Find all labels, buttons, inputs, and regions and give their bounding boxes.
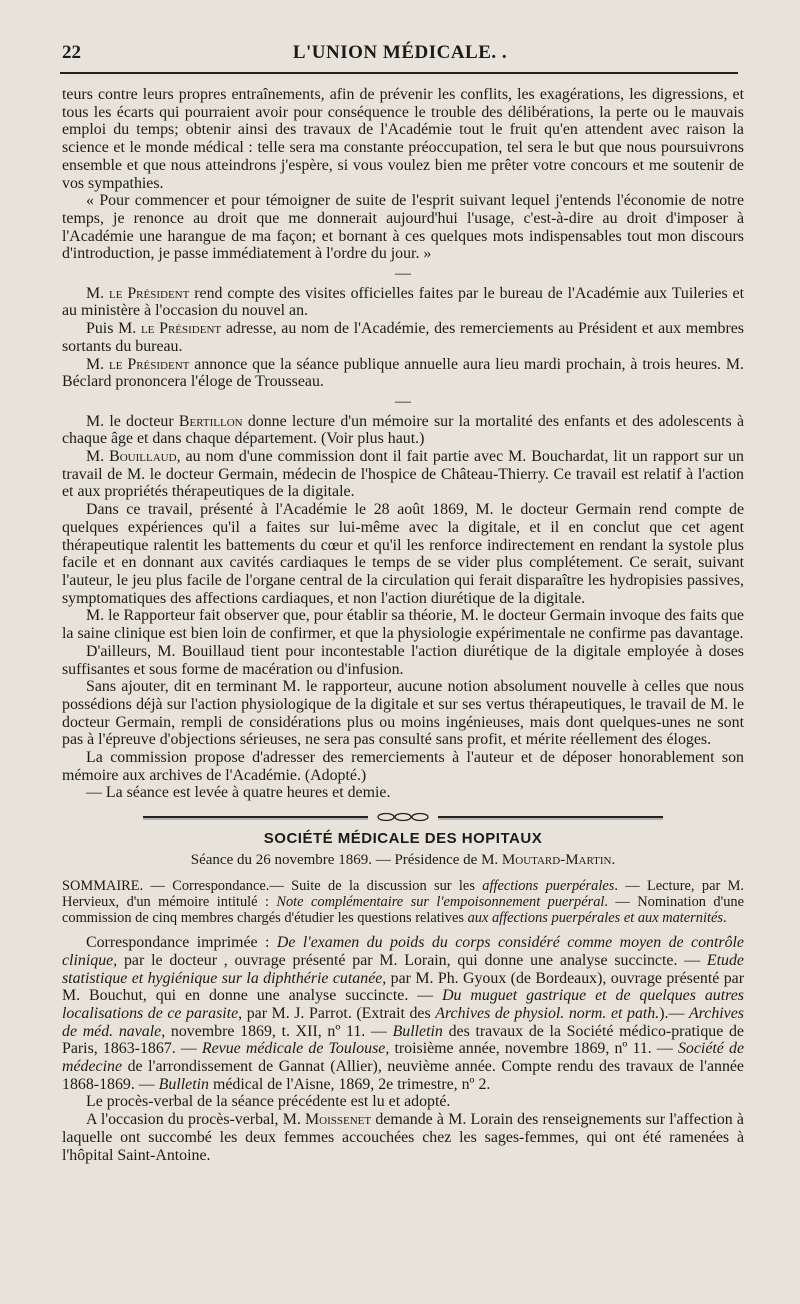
text-span: demande à M. Lorain des renseignements sur l'affection à laquelle ont succombé les deux femmes accouchées chez les sages-femmes, qui ont été ramenées à l'hôpital Saint-Antoine.	[62, 1111, 744, 1164]
speaker-name: Bertillon	[178, 412, 243, 430]
text-span: .	[611, 851, 616, 868]
text-span: . — Correspondance.— Suite de la discussion sur les	[139, 877, 483, 894]
minutes-paragraph: Le procès-verbal de la séance précédente est lu et adopté.	[86, 1093, 451, 1111]
paragraph-3	[62, 285, 744, 320]
text-span: , au nom d'une commission dont il fait partie avec M. Bouchardat, lit un rapport sur un travail de M. le docteur Germain, médecin de l'hospice de Château-Thierry. Ce travail est relatif à l'action et aux propriétés thérapeutiques de la digitale.	[62, 448, 745, 501]
page-header	[62, 40, 738, 70]
section-title: SOCIÉTÉ MÉDICALE DES HOPITAUX	[263, 830, 543, 848]
text-span: Etude statistique et hygiénique sur la diphthérie cutanée	[62, 951, 744, 987]
text-span: .	[722, 909, 727, 926]
text-span: Bulletin	[392, 1022, 443, 1040]
paragraph-9: M. le Rapporteur fait observer que, pour établir sa théorie, M. le docteur Germain invoque des faits que la saine clinique est bien loin de confirmer, et que la physiologie expérimentale ne confirme pas davantage.	[62, 607, 744, 643]
text-span: Du muguet gastrique et de quelques autres localisations de ce parasite	[62, 987, 744, 1022]
text-span: Correspondance imprimée :	[86, 934, 277, 952]
speaker-name: Moissenet	[305, 1111, 372, 1129]
paragraph-10: D'ailleurs, M. Bouillaud tient pour incontestable l'action diurétique de la digitale employée à doses suffisantes et sous forme de macération ou d'infusion.	[62, 642, 744, 678]
ornamental-divider-icon	[143, 812, 663, 822]
text-span: annonce que la séance publique annuelle aura lieu mardi prochain, à trois heures. M. Béclard prononcera l'éloge de Trousseau.	[62, 355, 744, 391]
paragraph-7	[62, 448, 744, 501]
article-body	[62, 86, 744, 1164]
text-span: , troisième année, novembre 1869, nº 11. —	[385, 1040, 678, 1058]
text-span: médical de l'Aisne, 1869, 2e trimestre, nº 2.	[208, 1075, 491, 1093]
text-span: Société de médecine	[62, 1040, 744, 1076]
text-span: ).—	[659, 1004, 689, 1022]
text-span: , novembre 1869, t. XII, nº 11. —	[161, 1022, 393, 1040]
text-span: De l'examen du poids du corps considéré comme moyen de contrôle clinique,	[62, 934, 744, 969]
text-span: , par M. Ph. Gyoux (de Bordeaux), ouvrage présenté par M. Bouchut, qui en donne une analyse succincte. —	[62, 969, 744, 1005]
moissenet-paragraph	[62, 1111, 744, 1164]
text-span: Archives de méd. navale	[62, 1004, 744, 1040]
text-span: Revue médicale de Toulouse	[201, 1040, 386, 1058]
text-span: de l'arrondissement de Gannat (Allier), neuvième année. Compte rendu des travaux de l'année 1868-1869. —	[62, 1058, 744, 1093]
running-title: L'UNION MÉDICALE. .	[292, 42, 508, 63]
text-span: M.	[86, 448, 110, 466]
text-span: adresse, au nom de l'Académie, des remerciements au Président et aux membres sortants du bureau.	[62, 320, 744, 355]
paragraph-12: La commission propose d'adresser des remerciements à l'auteur et de déposer honorablement son mémoire aux archives de l'Académie. (Adopté.)	[62, 749, 744, 784]
paragraph-11: Sans ajouter, dit en terminant M. le rapporteur, aucune notion absolument nouvelle à celles que nous possédions déjà sur l'action physiologique de la digitale et sur ses vertus thérapeutiques, le travail de M. le docteur Germain, rempli de considérations plus ou moins ingénieuses, mais dont quelques-unes ne sont pas à l'épreuve d'objections sérieuses, ne sera pas consulté sans profit, et mérite réellement des éloges.	[62, 678, 744, 749]
section-body	[62, 878, 744, 927]
speaker-name: Bouillaud	[109, 448, 177, 466]
separator-1: —	[395, 265, 411, 283]
speaker-name: le Président	[109, 284, 190, 302]
text-span: aux affections puerpérales et aux maternités	[467, 909, 723, 926]
paragraph-6	[62, 413, 744, 448]
text-span: Note complémentaire sur l'empoisonnement puerpéral	[276, 893, 605, 910]
text-span: A l'occasion du procès-verbal, M.	[86, 1111, 306, 1129]
paragraph-13: — La séance est levée à quatre heures et demie.	[86, 784, 391, 802]
text-span: M.	[86, 355, 110, 373]
text-span: M.	[86, 284, 109, 302]
paragraph-4	[62, 320, 744, 355]
summary-label: SOMMAIRE	[62, 877, 140, 894]
text-span: rend compte des visites officielles faites par le bureau de l'Académie aux Tuileries et au ministère à l'occasion du nouvel an.	[62, 284, 745, 320]
paragraph-8: Dans ce travail, présenté à l'Académie le 28 août 1869, M. le docteur Germain rend compte de quelques expériences qu'il a faites sur lui-même avec la digitale, et il en conclut que cet agent thérapeutique ralentit les battements du cœur et qu'il les renforce indirectement en rendant la systole plus facile et en donnant aux cavités cardiaques le temps de se vider plus complétement. Ce serait, suivant l'auteur, le jeu plus facile de l'organe central de la circulation qui ferait disparaître les hydropisies passives, symptomatiques des affections cardiaques, et non l'action diurétique de la digitale.	[62, 501, 744, 607]
section-subtitle	[62, 852, 744, 870]
text-span: par le docteur , ouvrage présenté par M. Lorain, qui donne une analyse succincte. —	[117, 951, 707, 969]
header-rule	[60, 72, 738, 74]
president-name: Moutard-Martin	[501, 851, 612, 868]
separator-2: —	[395, 392, 411, 410]
text-span: des travaux de la Société médico-pratique de Paris, 1863-1867. —	[62, 1022, 744, 1058]
text-span: Bulletin	[158, 1075, 209, 1093]
text-span: Archives de physiol. norm. et path.	[435, 1004, 660, 1022]
text-span: , par M. J. Parrot. (Extrait des	[238, 1004, 436, 1022]
text-span: Puis M.	[86, 320, 141, 338]
text-span: . — Nomination d'une commission de cinq membres chargés d'étudier les questions relatives	[62, 893, 744, 926]
text-span: Séance du 26 novembre 1869. — Présidence de M.	[190, 851, 502, 868]
page-number: 22	[62, 42, 81, 63]
summary	[62, 878, 744, 927]
correspondence-paragraph	[62, 934, 744, 1093]
paragraph-1: teurs contre leurs propres entraînements, afin de prévenir les conflits, les exagérations, les digressions, et tous les écarts qui pourraient avoir pour conséquence le trouble des délibérations, la perte ou le mauvais emploi du temps; obtenir ainsi des travaux de l'Académie tout le fruit qu'en attendent avec raison la science et le monde médical : telle sera ma constante préoccupation, tel sera le but que nous poursuivrons ensemble et que nous atteindrons j'espère, si vous voulez bien me prêter votre concours et me soutenir de vos sympathies.	[62, 86, 744, 192]
speaker-name: le Président	[109, 355, 190, 373]
text-span: . — Lecture, par M. Hervieux, d'un mémoire intitulé :	[62, 877, 744, 910]
text-span: M. le docteur	[86, 412, 179, 430]
speaker-name: le Président	[140, 320, 222, 338]
text-span: affections puerpérales	[482, 877, 615, 894]
text-span: donne lecture d'un mémoire sur la mortalité des enfants et des adolescents à chaque âge et dans chaque département. (Voir plus haut.)	[62, 412, 744, 448]
paragraph-2: « Pour commencer et pour témoigner de suite de l'esprit suivant lequel j'entends l'économie de notre temps, je renonce au droit que me donnerait aujourd'hui l'usage, c'est-à-dire au droit d'imposer à l'Académie une harangue de ma façon; et bornant à ces quelques mots indispensables tout mon discours d'introduction, je passe immédiatement à l'ordre du jour. »	[62, 192, 744, 263]
paragraph-5	[62, 356, 744, 391]
